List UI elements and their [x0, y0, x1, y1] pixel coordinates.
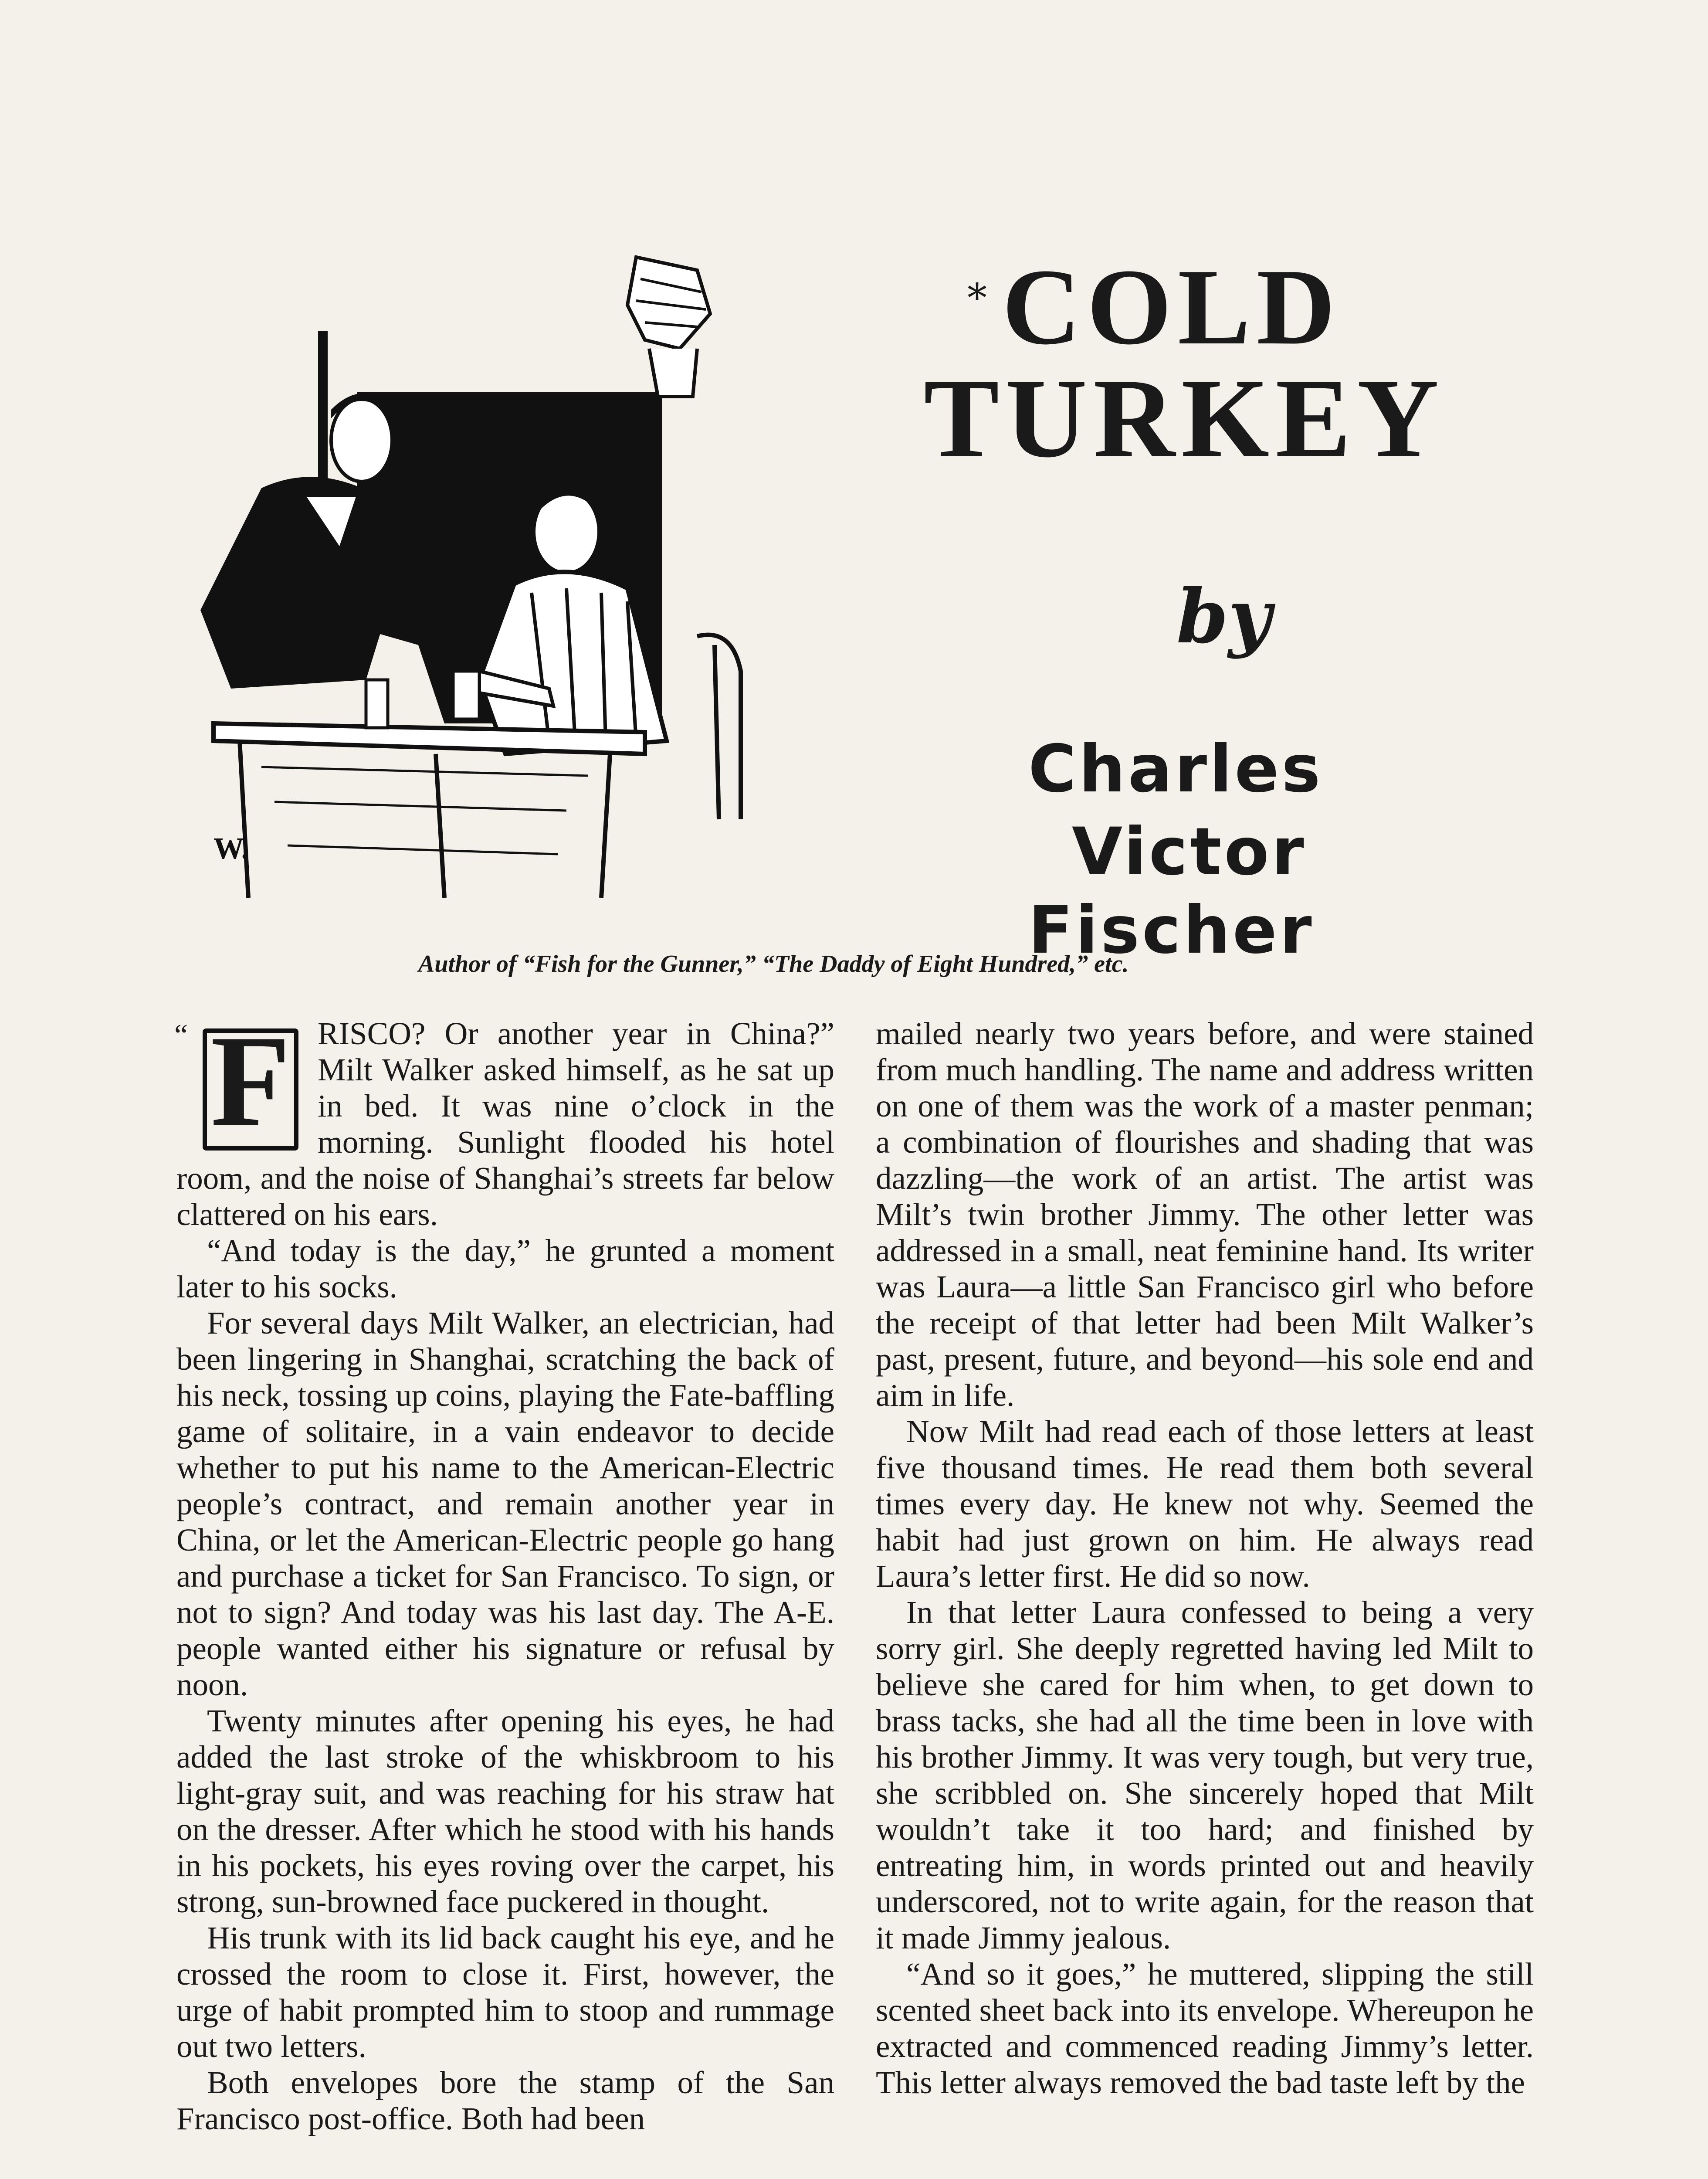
title-line-1: COLD [1002, 247, 1342, 367]
paragraph: His trunk with its lid back caught his eye, and he crossed the room to close it. First, however, the urge of habit prompted him to stoop and rummage out two letters. [176, 1920, 834, 2064]
left-column [174, 1008, 834, 2179]
title-star: * [967, 275, 987, 321]
paragraph: Both envelopes bore the stamp of the San Francisco post-office. Both had been [176, 2065, 834, 2136]
drop-cap-letter: F [210, 1008, 291, 1153]
title-line-2: TURKEY [924, 356, 1445, 481]
drop-cap-quote: “ [174, 1018, 188, 1052]
paragraph: For several days Milt Walker, an electrician, had been lingering in Shanghai, scratching the back of his neck, tossing up coins, playing the Fate-baffling game of solitaire, in a vain endeavor to decide whether to put his name to the American-Electric people’s contract, and remain another year in China, or let the American-Electric people go hang and purchase a ticket for San Francisco. To sign, or not to sign? And today was his last day. The A-E. people wanted either his signature or refusal by noon. [176, 1305, 834, 1702]
paragraph: Now Milt had read each of those letters at least five thousand times. He read them both several times every day. He knew not why. Seemed the habit had just grown on him. He always read Laura’s letter first. He did so now. [876, 1414, 1534, 1594]
drop-cap [174, 1008, 307, 1153]
paragraph: Twenty minutes after opening his eyes, he had added the last stroke of the whiskbroom to his light-gray suit, and was reaching for his straw hat on the dresser. After which he stood with his hands in his pockets, his eyes roving over the carpet, his strong, sun-browned face puckered in thought. [176, 1703, 834, 1919]
author-credit: Author of “Fish for the Gunner,” “The Daddy of Eight Hundred,” etc. [418, 950, 1129, 977]
author-name-line-1: Charles [1028, 731, 1323, 807]
author-name-line-2: Victor [1072, 814, 1307, 890]
story-illustration [174, 253, 845, 906]
paragraph: RISCO? Or another year in China?” Milt Walker asked himself, as he sat up in bed. It was nine o’clock in the morning. Sunlight flooded his hotel room, and the noise of Shanghai’s streets far below clattered on his ears. [176, 1016, 834, 1232]
paragraph: mailed nearly two years before, and were stained from much handling. The name and address written on one of them was the work of a master penman; a combination of flourishes and shading that was dazzling—the work of an artist. The artist was Milt’s twin brother Jimmy. The other letter was addressed in a small, neat feminine hand. Its writer was Laura—a little San Francisco girl who before the receipt of that letter had been Milt Walker’s past, present, future, and beyond—his sole end and aim in life. [876, 1016, 1534, 1413]
author-name-line-3: Fischer [1028, 893, 1315, 968]
byline-by: by [1176, 573, 1271, 660]
illustrator-signature: W. [214, 832, 249, 865]
right-column [876, 1015, 1534, 2179]
paragraph: “And today is the day,” he grunted a moment later to his socks. [176, 1233, 834, 1304]
paragraph: “And so it goes,” he muttered, slipping the still scented sheet back into its envelope. Whereupon he extracted and commenced reading Jimmy’s letter. This letter always removed the bad taste left by the [876, 1956, 1534, 2100]
paragraph: In that letter Laura confessed to being a very sorry girl. She deeply regretted having led Milt to believe she cared for him when, to get down to brass tacks, she had all the time been in love with his brother Jimmy. It was very tough, but very true, she scribbled on. She sincerely hoped that Milt wouldn’t take it too hard; and finished by entreating him, in words printed out and heavily underscored, not to write again, for the reason that it made Jimmy jealous. [876, 1595, 1534, 1955]
